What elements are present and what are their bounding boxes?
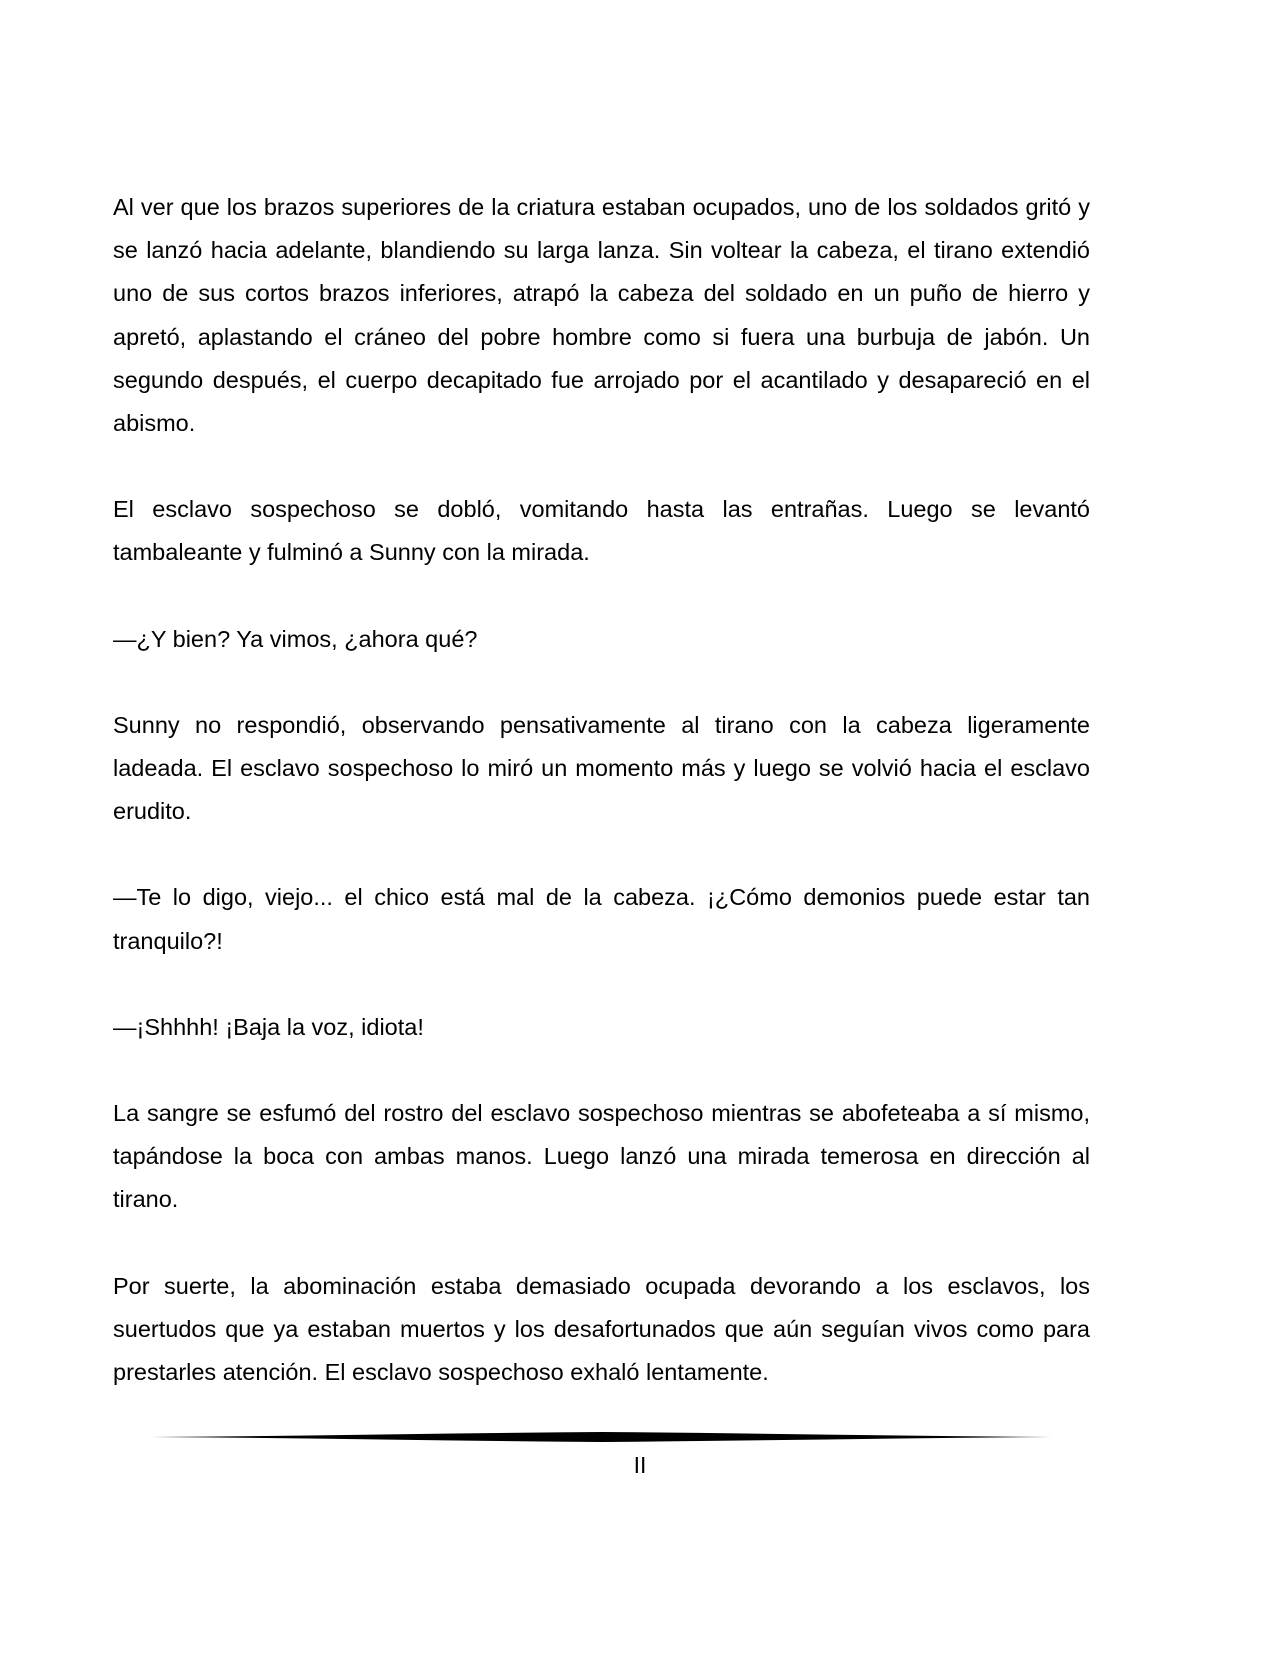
page-number: II bbox=[633, 1452, 647, 1478]
page-body bbox=[113, 186, 1090, 1437]
paragraph: Al ver que los brazos superiores de la criatura estaban ocupados, uno de los soldados gritó y se lanzó hacia adelante, blandiendo su larga lanza. Sin voltear la cabeza, el tirano extendió uno de sus cortos brazos inferiores, atrapó la cabeza del soldado en un puño de hierro y apretó, aplastando el cráneo del pobre hombre como si fuera una burbuja de jabón. Un segundo después, el cuerpo decapitado fue arrojado por el acantilado y desapareció en el abismo. bbox=[113, 194, 1090, 437]
paragraph: —Te lo digo, viejo... el chico está mal de la cabeza. ¡¿Cómo demonios puede estar tan tranquilo?! bbox=[113, 884, 1090, 954]
paragraph: La sangre se esfumó del rostro del esclavo sospechoso mientras se abofeteaba a sí mismo, tapándose la boca con ambas manos. Luego lanzó una mirada temerosa en dirección al tirano. bbox=[113, 1100, 1090, 1213]
paragraph: —¿Y bien? Ya vimos, ¿ahora qué? bbox=[113, 625, 478, 652]
paragraph: Sunny no respondió, observando pensativamente al tirano con la cabeza ligeramente ladeada. El esclavo sospechoso lo miró un momento más y luego se volvió hacia el esclavo erudito. bbox=[113, 711, 1090, 825]
paragraph: El esclavo sospechoso se dobló, vomitando hasta las entrañas. Luego se levantó tambaleante y fulminó a Sunny con la mirada. bbox=[113, 496, 1090, 566]
footer-divider bbox=[152, 1430, 1052, 1444]
paragraph: Por suerte, la abominación estaba demasiado ocupada devorando a los esclavos, los suertudos que ya estaban muertos y los desafortunados que aún seguían vivos como para prestarles atención. El esclavo sospechoso exhaló lentamente. bbox=[113, 1272, 1090, 1386]
paragraph: —¡Shhhh! ¡Baja la voz, idiota! bbox=[113, 1013, 424, 1040]
